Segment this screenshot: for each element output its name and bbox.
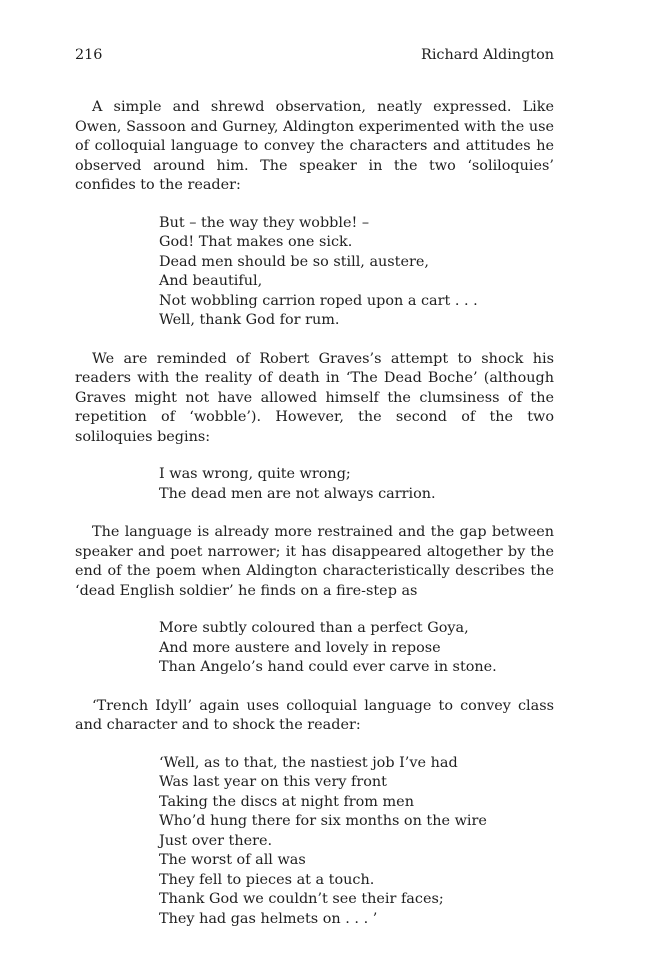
body-paragraph: ‘Trench Idyll’ again uses colloquial language to convey class and character and to shock the reader:: [75, 697, 554, 733]
verse-line: They fell to pieces at a touch.: [159, 871, 375, 888]
verse-quotation: [159, 619, 554, 678]
verse-quotation: [159, 465, 554, 504]
verse-line: Was last year on this very front: [159, 774, 387, 790]
verse-line: God! That makes one sick.: [159, 234, 353, 250]
verse-line: And more austere and lovely in repose: [159, 639, 441, 656]
running-header: [75, 45, 554, 65]
verse-line: Who’d hung there for six months on the wire: [159, 813, 487, 829]
verse-line: More subtly coloured than a perfect Goya,: [159, 620, 469, 636]
verse-line: Not wobbling carrion roped upon a cart . . .: [159, 292, 478, 309]
verse-line: Thank God we couldn’t see their faces;: [159, 891, 444, 907]
verse-line: I was wrong, quite wrong;: [159, 466, 351, 482]
verse-line: The worst of all was: [159, 852, 306, 868]
verse-line: The dead men are not always carrion.: [159, 485, 436, 502]
verse-quotation: [159, 214, 554, 331]
verse-line: ‘Well, as to that, the nastiest job I’ve had: [159, 754, 458, 771]
verse-line: Taking the discs at night from men: [159, 793, 414, 810]
body-paragraph: We are reminded of Robert Graves’s attempt to shock his readers with the reality of death in ‘The Dead Boche’ (although Graves might not have allowed himself the clumsiness of the repetition of ‘wobble’). However, the second of the two soliloquies begins:: [75, 350, 554, 445]
body-paragraph: A simple and shrewd observation, neatly expressed. Like Owen, Sassoon and Gurney, Aldington experimented with the use of colloquial language to convey the characters and attitudes he observed around him. The speaker in the two ‘soliloquies’ confides to the reader:: [75, 99, 554, 193]
verse-line: Well, thank God for rum.: [159, 312, 340, 328]
verse-quotation: [159, 754, 554, 930]
body-paragraph: The language is already more restrained and the gap between speaker and poet narrower; it has disappeared altogether by the end of the poem when Aldington characteristically describes the ‘dead English soldier’ he finds on a fire-step as: [75, 524, 554, 599]
book-page: [75, 45, 554, 948]
verse-line: Dead men should be so still, austere,: [159, 253, 429, 270]
verse-line: And beautiful,: [159, 273, 263, 289]
running-title: Richard Aldington: [420, 47, 554, 63]
page-number: 216: [75, 47, 103, 63]
verse-line: Than Angelo’s hand could ever carve in stone.: [159, 659, 497, 675]
verse-line: Just over there.: [159, 832, 273, 849]
verse-line: They had gas helmets on . . . ’: [159, 910, 378, 927]
verse-line: But – the way they wobble! –: [159, 214, 370, 231]
